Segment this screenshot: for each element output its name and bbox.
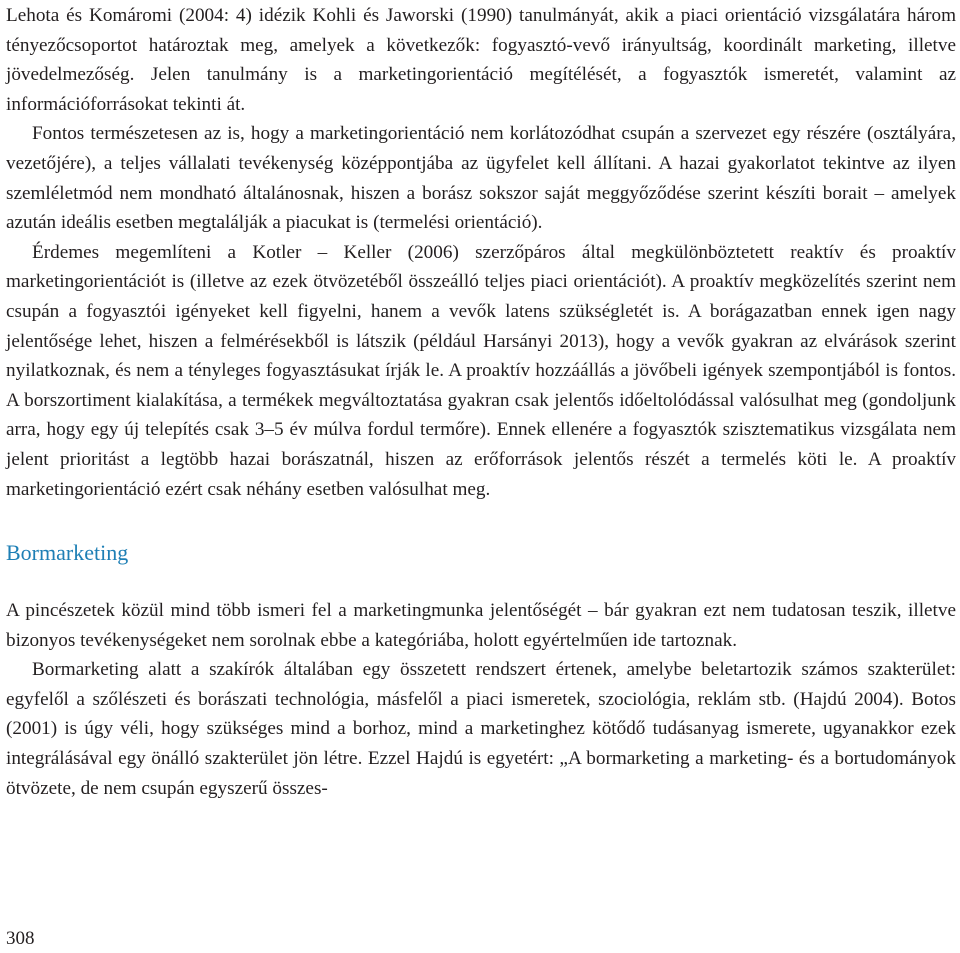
document-page [6,0,956,803]
paragraph-reaktiv-proaktiv: Érdemes megemlíteni a Kotler – Keller (2006) szerzőpáros által megkülönböztetett reaktív és proaktív marketingorientációt is (illetve az ezek ötvözetéből összeálló teljes piaci orientációt). A proaktív megközelítés szerint nem csupán a fogyasztói igényeket kell figyelni, hanem a vevők latens szükségletét is. A borágazatban ennek igen nagy jelentősége lehet, hiszen a felmérésekből is látszik (például Harsányi 2013), hogy a vevők gyakran az elvárások szerint nyilatkoznak, és nem a tényleges fogyasztásukat írják le. A proaktív hozzáállás a jövőbeli igények szempontjából is fontos. A borszortiment kialakítása, a termékek megváltoztatása gyakran csak jelentős időeltolódással valósulhat meg (gondoljunk arra, hogy egy új telepítés csak 3–5 év múlva fordul termőre). Ennek ellenére a fogyasztók szisztematikus vizsgálata nem jelent prioritást a legtöbb hazai borászatnál, hiszen az erőforrások jelentős részét a termelés köti le. A proaktív marketingorientáció ezért csak néhány esetben valósulhat meg. [6,241,956,500]
paragraph-pinceszetek: A pincészetek közül mind több ismeri fel a marketingmunka jelentőségét – bár gyakran ezt nem tudatosan teszik, illetve bizonyos tevékenységeket nem sorolnak ebbe a kategóriába, holott egyértelműen ide tartoznak. [6,600,956,651]
paragraph-piaci-orientacio: Lehota és Komáromi (2004: 4) idézik Kohli és Jaworski (1990) tanulmányát, akik a piaci orientáció vizsgálatára három tényezőcsoportot határoztak meg, amelyek a következők: fogyasztó-vevő irányultság, koordinált marketing, illetve jövedelmezőség. Jelen tanulmány is a marketingorientáció megítélését, a fogyasztók ismeretét, valamint az információforrásokat tekinti át. [6,5,956,115]
paragraph-bormarketing-definicio: Bormarketing alatt a szakírók általában egy összetett rendszert értenek, amelybe beletartozik számos szakterület: egyfelől a szőlészeti és borászati technológia, másfelől a piaci ismeretek, szociológia, reklám stb. (Hajdú 2004). Botos (2001) is úgy véli, hogy szükséges mind a borhoz, mind a marketinghez kötődő tudásanyag ismerete, ugyanakkor ezek integrálásával egy önálló szakterület jön létre. Ezzel Hajdú is egyetért: „A bormarketing a marketing- és a bortudományok ötvözete, de nem csupán egyszerű összes- [6,659,956,799]
page-number: 308 [6,928,35,949]
paragraph-marketingorientacio-szervezet: Fontos természetesen az is, hogy a marketingorientáció nem korlátozódhat csupán a szervezet egy részére (osztályára, vezetőjére), a teljes vállalati tevékenység középpontjába az ügyfelet kell állítani. A hazai gyakorlatot tekintve az ilyen szemléletmód nem mondható általánosnak, hiszen a borász sokszor saját meggyőződése szerint készíti borait – amelyek azután ideális esetben megtalálják a piacukat is (termelési orientáció). [6,123,956,234]
section-heading-bormarketing: Bormarketing [6,540,129,566]
spacer [6,568,956,596]
spacer [6,504,956,538]
